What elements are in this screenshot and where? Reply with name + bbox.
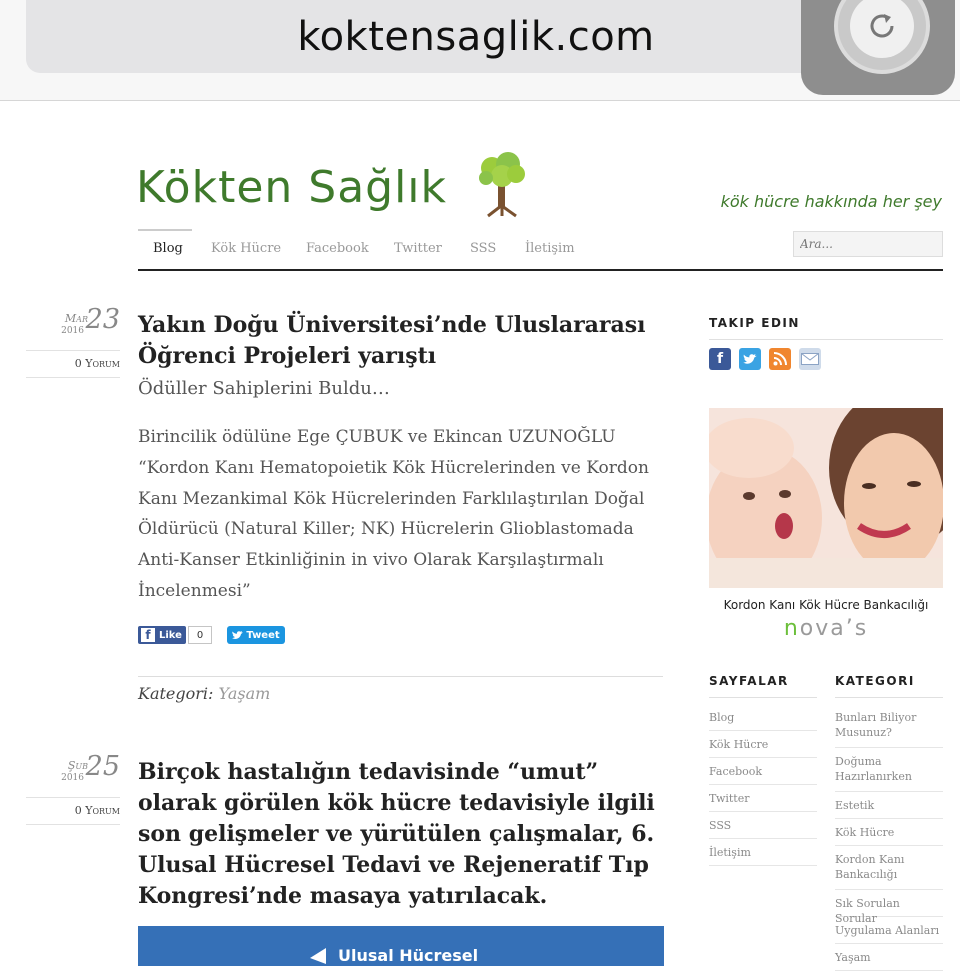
tweet-label: Tweet: [246, 629, 280, 641]
post-divider: [138, 676, 663, 677]
widget-divider: [709, 697, 817, 698]
pages-list: [709, 704, 817, 866]
category-link[interactable]: Yaşam: [218, 684, 271, 703]
sidebar-category-link[interactable]: Estetik: [835, 792, 943, 819]
post-date: [26, 751, 120, 798]
facebook-icon: f: [141, 628, 155, 642]
address-bar[interactable]: [26, 0, 826, 73]
facebook-like-button[interactable]: [138, 626, 186, 644]
sidebar-page-link[interactable]: Twitter: [709, 785, 817, 812]
nav-item-blog[interactable]: Blog: [153, 241, 183, 256]
post-date-day: 25: [85, 751, 120, 782]
sidebar-category-link[interactable]: Kordon Kanı Bankacılığı: [835, 846, 943, 890]
categories-title-text: KATEGORI: [835, 674, 915, 688]
sidebar-page-link[interactable]: İletişim: [709, 839, 817, 866]
ad-banner-image[interactable]: [709, 408, 943, 588]
post-body: Birincilik ödülüne Ege ÇUBUK ve Ekincan UZUNOĞLU “Kordon Kanı Hematopoietik Kök Hücrelerinden ve Kordon Kanı Mezankimal Kök Hücrelerinden Farklılaştırılan Doğal Öldürücü (Natural Killer; NK) Hücrelerin Glioblastomada Anti-Kanser Etkinliğinin in vivo Olarak Karşılaştırmalı İncelenmesi”: [138, 427, 649, 601]
sidebar-page-link[interactable]: SSS: [709, 812, 817, 839]
post-category: [138, 684, 270, 703]
post-date-month: Mar: [64, 312, 88, 325]
follow-widget-title: [709, 316, 800, 330]
pages-widget-title: [709, 674, 789, 688]
pages-title-text: SAYFALAR: [709, 674, 789, 688]
post-date-day: 23: [85, 304, 120, 335]
ad-brand-logo: nova’s: [783, 616, 869, 641]
sidebar-category-link[interactable]: Uygulama Alanları: [835, 917, 943, 944]
ad-caption: Kordon Kanı Kök Hücre Bankacılığı: [723, 598, 929, 612]
sidebar-page-link[interactable]: Blog: [709, 704, 817, 731]
post-date-year: 2016: [61, 773, 84, 783]
twitter-icon[interactable]: [739, 348, 761, 370]
category-label: Kategori:: [138, 684, 214, 703]
post-title[interactable]: Yakın Doğu Üniversitesi’nde Uluslararası Öğrenci Projeleri yarıştı: [138, 312, 646, 369]
follow-title-text: TAKIP EDIN: [709, 316, 800, 330]
sidebar-category-link[interactable]: Kök Hücre: [835, 819, 943, 846]
sidebar-category-link[interactable]: Yaşam: [835, 944, 943, 971]
rss-icon[interactable]: [769, 348, 791, 370]
tree-logo-icon: [478, 150, 526, 218]
reload-icon: [864, 8, 900, 44]
sidebar-page-link[interactable]: Facebook: [709, 758, 817, 785]
sidebar-category-link[interactable]: Sık Sorulan Sorular: [835, 890, 943, 917]
post-date-month: Şub: [67, 759, 88, 772]
post-featured-image[interactable]: [138, 926, 664, 966]
post-date-year: 2016: [61, 326, 84, 336]
mother-baby-photo: [709, 408, 943, 588]
widget-divider: [709, 339, 943, 340]
browser-toolbar: [0, 0, 960, 101]
post-meta: [26, 751, 120, 825]
post-meta: [26, 304, 120, 378]
nav-active-indicator: [138, 229, 192, 231]
comments-link[interactable]: 0 Yorum: [26, 351, 120, 378]
reload-button[interactable]: [801, 0, 955, 95]
sidebar-category-link[interactable]: Bunları Biliyor Musunuz?: [835, 704, 943, 748]
search-input[interactable]: [793, 231, 943, 257]
nav-item-iletisim[interactable]: İletişim: [525, 241, 575, 256]
widget-divider: [835, 697, 943, 698]
url-text: koktensaglik.com: [297, 13, 655, 60]
post-title[interactable]: Birçok hastalığın tedavisinde “umut” olarak görülen kök hücre tedavisiyle ilgili son gelişmeler ve yürütülen çalışmalar, 6. Ulusal Hücresel Tedavi ve Rejeneratif Tıp Kongresi’nde masaya yatırılacak.: [138, 759, 655, 909]
post-subtitle: Ödüller Sahiplerini Buldu…: [138, 378, 390, 399]
like-label: Like: [159, 629, 182, 641]
like-count: 0: [188, 626, 212, 644]
twitter-bird-icon: [232, 631, 243, 640]
categories-list: [835, 704, 943, 971]
post-date: [26, 304, 120, 351]
facebook-icon[interactable]: f: [709, 348, 731, 370]
post-image-text: Ulusal Hücresel: [338, 946, 479, 965]
nav-item-twitter[interactable]: Twitter: [394, 241, 442, 256]
nav-item-sss[interactable]: SSS: [470, 241, 497, 256]
site-logo[interactable]: Kökten Sağlık: [136, 162, 448, 213]
nav-item-kok-hucre[interactable]: Kök Hücre: [211, 241, 282, 256]
sidebar-page-link[interactable]: Kök Hücre: [709, 731, 817, 758]
arrow-icon: [308, 946, 328, 966]
sidebar-category-link[interactable]: Doğuma Hazırlanırken: [835, 748, 943, 792]
categories-widget-title: [835, 674, 915, 688]
comments-link[interactable]: 0 Yorum: [26, 798, 120, 825]
nav-item-facebook[interactable]: Facebook: [306, 241, 369, 256]
site-tagline: kök hücre hakkında her şey: [720, 192, 942, 211]
tweet-button[interactable]: [227, 626, 285, 644]
email-icon[interactable]: [799, 348, 821, 370]
